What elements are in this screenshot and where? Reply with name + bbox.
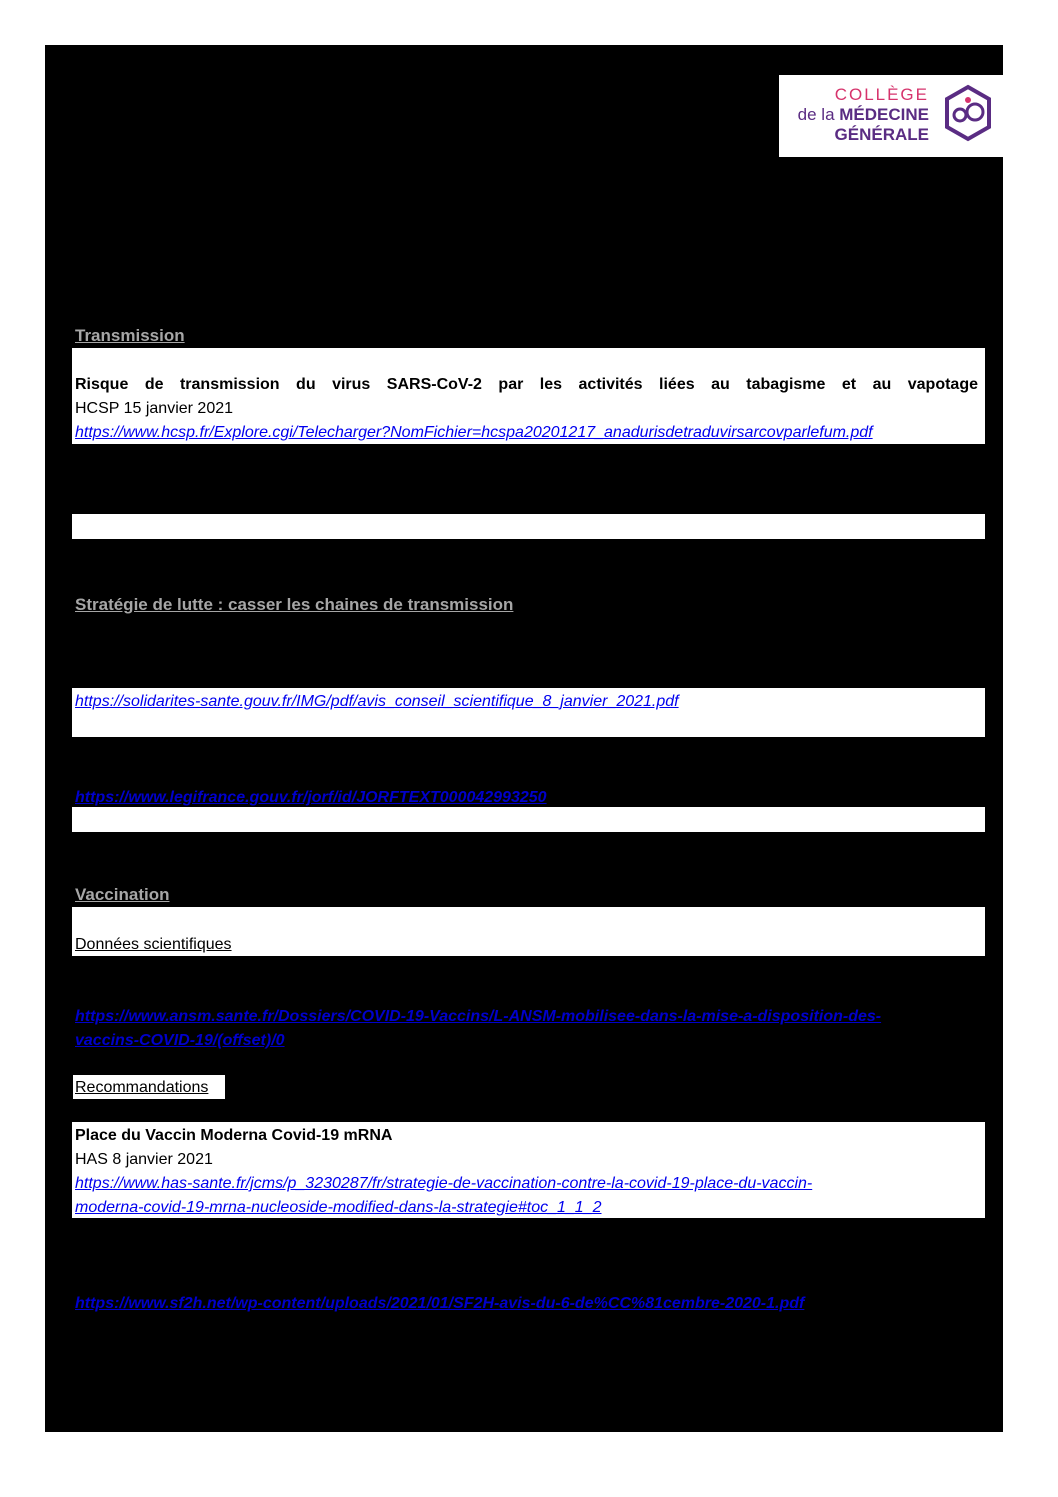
moderna-link-line-2[interactable]: moderna-covid-19-mrna-nucleoside-modified-dans-la-strategie#toc_1_1_2 [75, 1199, 602, 1216]
college-medecine-generale-logo [779, 75, 1003, 157]
logo-line-2 [779, 105, 929, 125]
moderna-link-line-1[interactable]: https://www.has-sante.fr/jcms/p_3230287/fr/strategie-de-vaccination-contre-la-covid-19-place-du-vaccin- [75, 1175, 813, 1192]
section-heading-transmission: Transmission [75, 326, 185, 345]
logo-line-2-bold: MÉDECINE [839, 105, 929, 124]
moderna-item-source: HAS 8 janvier 2021 [75, 1151, 213, 1168]
subheading-donnees-scientifiques: Données scientifiques [75, 936, 232, 953]
ansm-link-line-2[interactable]: vaccins-COVID-19/(offset)/0 [75, 1032, 285, 1049]
page-background [45, 45, 1003, 1432]
moderna-item-title: Place du Vaccin Moderna Covid-19 mRNA [75, 1127, 393, 1144]
logo-line-1: COLLÈGE [834, 85, 929, 104]
transmission-item-source: HCSP 15 janvier 2021 [75, 400, 234, 417]
section-heading-strategie: Stratégie de lutte : casser les chaines de transmission [75, 595, 514, 614]
transmission-item-title: Risque de transmission du virus SARS-CoV-2 par les activités liées au tabagisme et au vapotage [75, 376, 978, 393]
section-heading-vaccination: Vaccination [75, 885, 170, 904]
subheading-recommandations: Recommandations [75, 1079, 209, 1096]
strategie-item-box-2 [72, 807, 985, 832]
empty-white-bar [72, 514, 985, 539]
logo-line-3: GÉNÉRALE [834, 125, 929, 144]
sf2h-link[interactable]: https://www.sf2h.net/wp-content/uploads/2021/01/SF2H-avis-du-6-de%CC%81cembre-2020-1.pdf [75, 1295, 805, 1312]
transmission-item-link[interactable]: https://www.hcsp.fr/Explore.cgi/Telecharger?NomFichier=hcspa20201217_anadurisdetraduvirsarcovparlefum.pdf [75, 424, 873, 441]
logo-line-2-prefix: de la [797, 105, 840, 124]
logo-hexagon-icon [944, 84, 992, 142]
ansm-link-line-1[interactable]: https://www.ansm.sante.fr/Dossiers/COVID-19-Vaccins/L-ANSM-mobilisee-dans-la-mise-a-disposition-des- [75, 1008, 882, 1025]
legifrance-link[interactable]: https://www.legifrance.gouv.fr/jorf/id/JORFTEXT000042993250 [75, 789, 547, 806]
conseil-scientifique-link[interactable]: https://solidarites-sante.gouv.fr/IMG/pdf/avis_conseil_scientifique_8_janvier_2021.pdf [75, 693, 679, 710]
logo-text [779, 85, 929, 145]
